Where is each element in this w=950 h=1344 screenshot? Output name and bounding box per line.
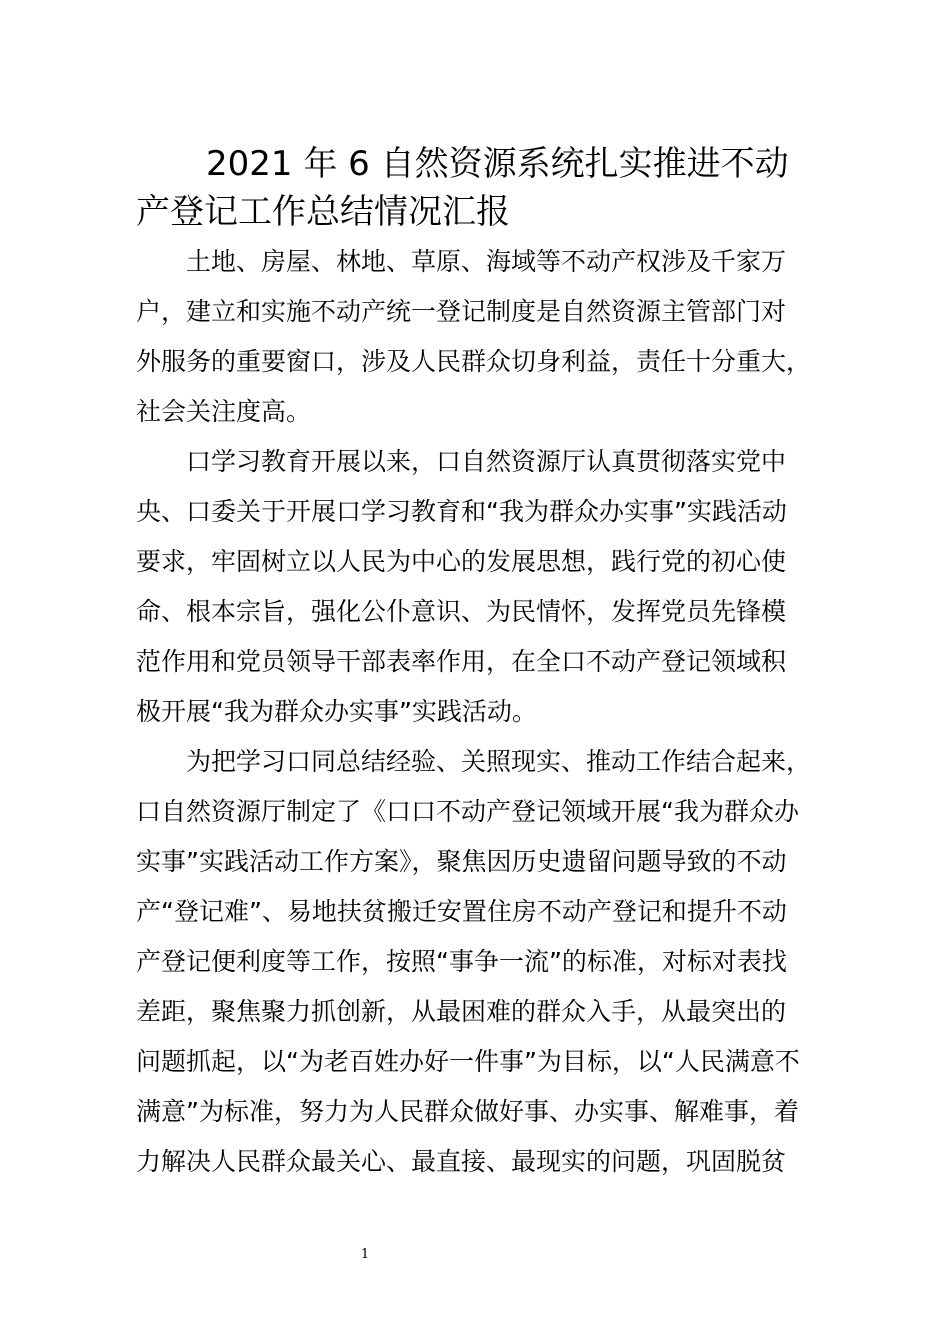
body-line: 为把学习口同总结经验、关照现实、推动工作结合起来， bbox=[186, 747, 812, 776]
body-line: 口自然资源厅制定了《口口不动产登记领域开展“我为群众办 bbox=[136, 797, 799, 826]
body-line: 极开展“我为群众办实事”实践活动。 bbox=[136, 697, 537, 726]
body-line: 外服务的重要窗口，涉及人民群众切身利益，责任十分重大， bbox=[136, 347, 812, 376]
body-line: 土地、房屋、林地、草原、海域等不动产权涉及千家万 bbox=[186, 247, 787, 276]
body-line: 实事”实践活动工作方案》，聚焦因历史遗留问题导致的不动 bbox=[136, 847, 787, 876]
body-line: 差距，聚焦聚力抓创新，从最困难的群众入手，从最突出的 bbox=[136, 997, 787, 1026]
body-line: 央、口委关于开展口学习教育和“我为群众办实事”实践活动 bbox=[136, 497, 787, 526]
body-line: 要求，牢固树立以人民为中心的发展思想，践行党的初心使 bbox=[136, 547, 787, 576]
body-line: 口学习教育开展以来，口自然资源厅认真贯彻落实党中 bbox=[186, 447, 787, 476]
body-line: 力解决人民群众最关心、最直接、最现实的问题，巩固脱贫 bbox=[136, 1147, 787, 1176]
page-number: 1 bbox=[360, 1247, 370, 1262]
title-line-1: 2021 年 6 自然资源系统扎实推进不动 bbox=[206, 144, 789, 184]
body-line: 命、根本宗旨，强化公仆意识、为民情怀，发挥党员先锋模 bbox=[136, 597, 787, 626]
body-line: 户，建立和实施不动产统一登记制度是自然资源主管部门对 bbox=[136, 297, 787, 326]
body-line: 产“登记难”、易地扶贫搬迁安置住房不动产登记和提升不动 bbox=[136, 897, 787, 926]
body-line: 满意”为标准，努力为人民群众做好事、办实事、解难事，着 bbox=[136, 1097, 799, 1126]
body-line: 产登记便利度等工作，按照“事争一流”的标准，对标对表找 bbox=[136, 947, 787, 976]
title-line-2: 产登记工作总结情况汇报 bbox=[136, 192, 510, 232]
body-line: 社会关注度高。 bbox=[136, 397, 312, 426]
body-line: 问题抓起，以“为老百姓办好一件事”为目标，以“人民满意不 bbox=[136, 1047, 800, 1076]
document-title bbox=[136, 140, 826, 236]
body-line: 范作用和党员领导干部表率作用，在全口不动产登记领域积 bbox=[136, 647, 787, 676]
